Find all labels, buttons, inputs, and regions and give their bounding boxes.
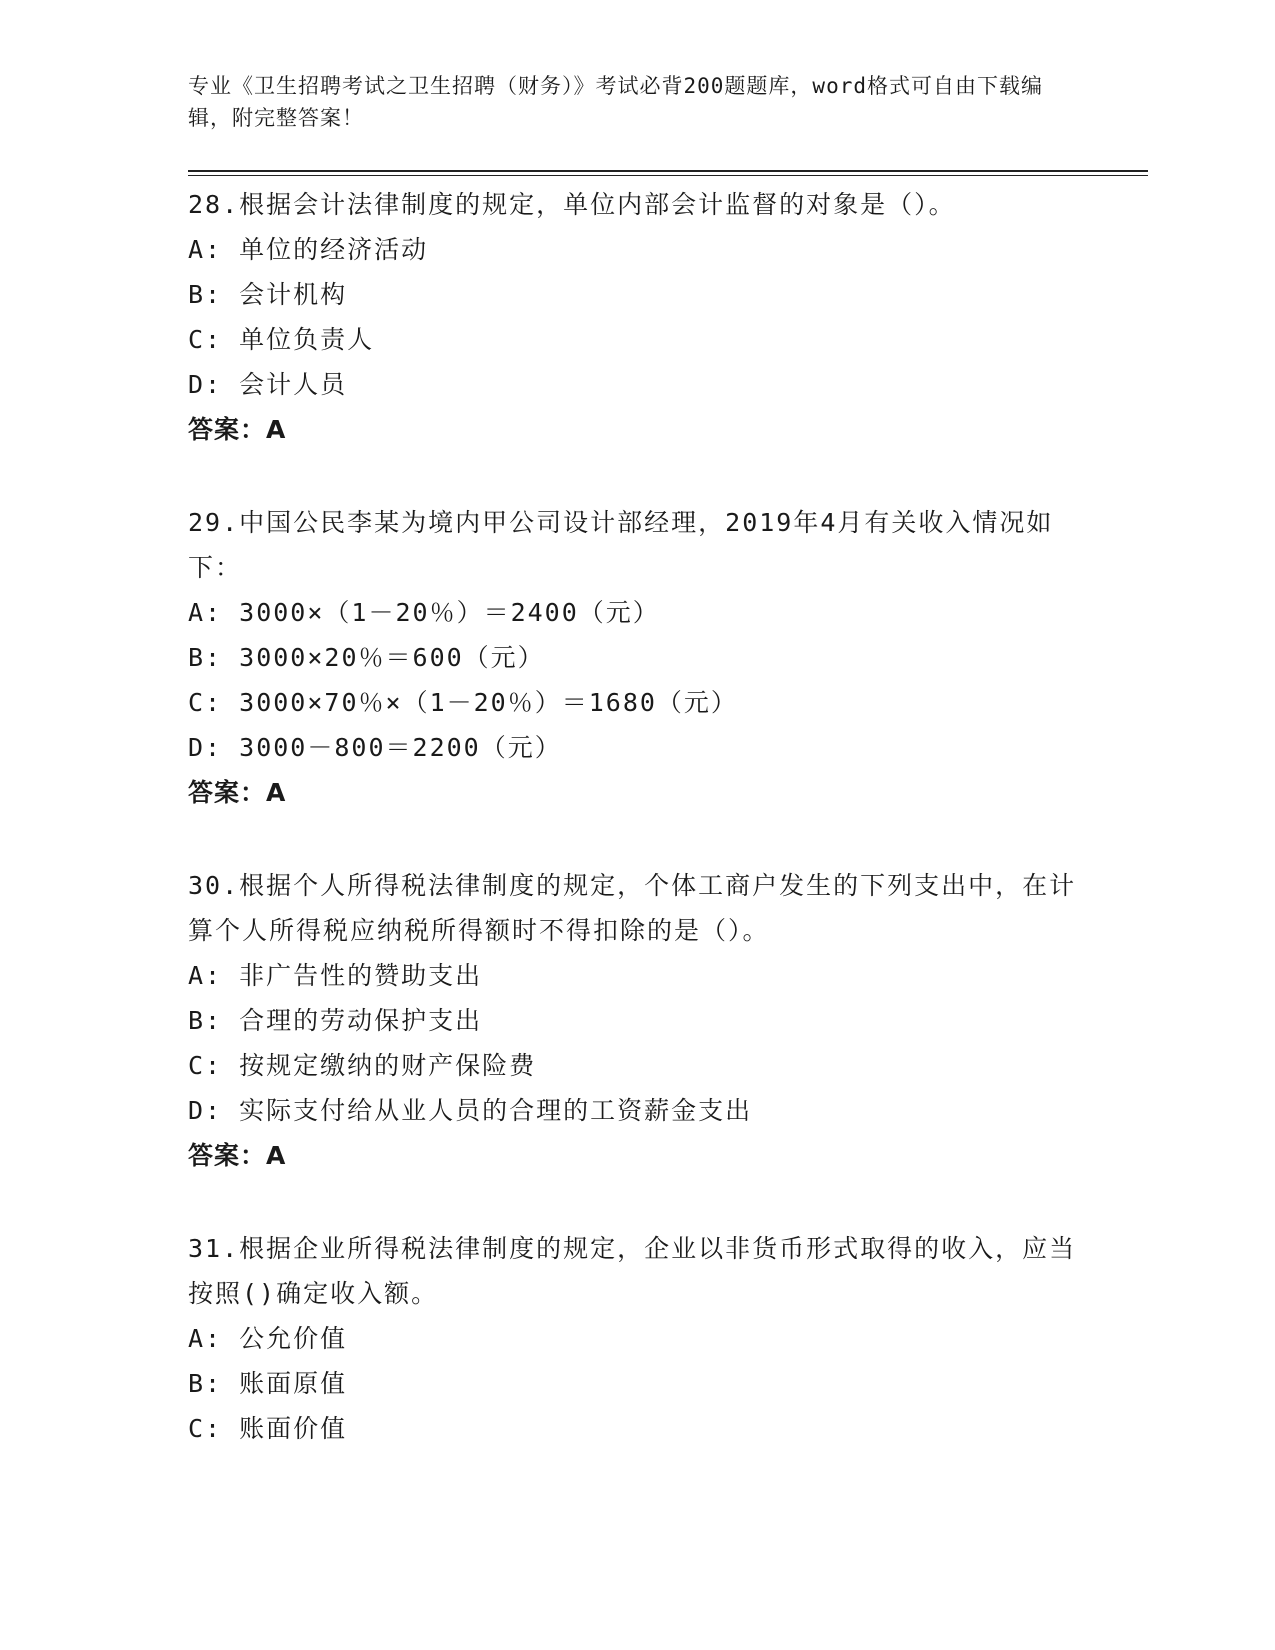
question-stem: 29.中国公民李某为境内甲公司设计部经理，2019年4月有关收入情况如下：	[188, 508, 1054, 582]
answer-option: B: 账面原值	[188, 1369, 348, 1398]
question-block	[188, 863, 1148, 1178]
answer-option: B: 会计机构	[188, 280, 348, 309]
question-block	[188, 500, 1148, 815]
answer-option: A: 3000×（1－20％）＝2400（元）	[188, 598, 660, 627]
answer-option: A: 非广告性的赞助支出	[188, 961, 483, 990]
answer-option: A: 公允价值	[188, 1324, 348, 1353]
question-stem: 30.根据个人所得税法律制度的规定，个体工商户发生的下列支出中，在计算个人所得税应纳税所得额时不得扣除的是（）。	[188, 871, 1077, 945]
question-block	[188, 1226, 1148, 1451]
answer-key: 答案：A	[188, 778, 287, 807]
question-list	[188, 182, 1148, 1451]
question-stem: 31.根据企业所得税法律制度的规定，企业以非货币形式取得的收入，应当按照()确定收入额。	[188, 1234, 1077, 1308]
answer-option: D: 会计人员	[188, 370, 348, 399]
answer-option: B: 3000×20％＝600（元）	[188, 643, 545, 672]
answer-option: A: 单位的经济活动	[188, 235, 429, 264]
header-divider	[188, 170, 1148, 176]
answer-option: B: 合理的劳动保护支出	[188, 1006, 483, 1035]
document-page	[188, 70, 1148, 1451]
question-stem: 28.根据会计法律制度的规定，单位内部会计监督的对象是（）。	[188, 190, 956, 219]
question-block	[188, 182, 1148, 452]
answer-option: C: 账面价值	[188, 1414, 348, 1443]
answer-option: D: 3000－800＝2200（元）	[188, 733, 562, 762]
answer-key: 答案：A	[188, 415, 287, 444]
answer-option: D: 实际支付给从业人员的合理的工资薪金支出	[188, 1096, 753, 1125]
answer-option: C: 单位负责人	[188, 325, 375, 354]
document-header: 专业《卫生招聘考试之卫生招聘（财务）》考试必背200题题库，word格式可自由下载编辑，附完整答案！	[188, 74, 1043, 130]
answer-option: C: 3000×70％×（1－20％）＝1680（元）	[188, 688, 738, 717]
answer-option: C: 按规定缴纳的财产保险费	[188, 1051, 537, 1080]
answer-key: 答案：A	[188, 1141, 287, 1170]
